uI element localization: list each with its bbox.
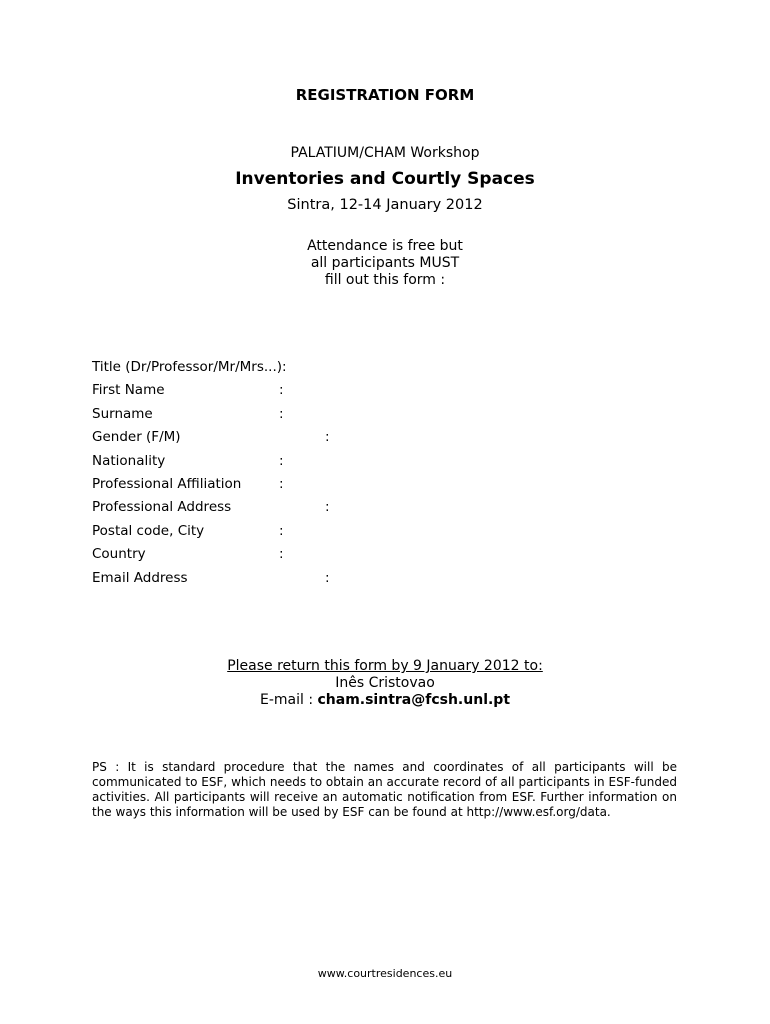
ps-note: PS : It is standard procedure that the names and coordinates of all participants will be communicated to ESF, which needs to obtain an accurate record of all participants in ESF-funded activities. All participants will receive an automatic notification from ESF. Further information on the ways this information will be used by ESF can be found at http://www.esf.org/data. [92, 760, 677, 819]
attendance-line-3: fill out this form : [324, 272, 446, 288]
field-gender [92, 428, 492, 451]
contact-email: cham.sintra@fcsh.unl.pt [317, 692, 511, 708]
field-separator: : [325, 499, 330, 516]
workshop-name: PALATIUM/CHAM Workshop [290, 145, 480, 161]
attendance-line-1: Attendance is free but [307, 238, 463, 254]
contact-name: Inês Cristovao [335, 675, 435, 691]
form-title: REGISTRATION FORM [295, 86, 475, 104]
contact-email-line [0, 692, 770, 709]
registration-fields [92, 358, 492, 592]
field-professional-address [92, 498, 492, 521]
field-separator: : [279, 522, 284, 539]
field-label: Country [92, 546, 146, 563]
field-label: Nationality [92, 452, 166, 469]
attendance-line-2: all participants MUST [310, 255, 460, 271]
field-label: Email Address [92, 569, 188, 586]
field-email-address [92, 569, 492, 592]
field-separator: : [279, 546, 284, 563]
field-label: Title (Dr/Professor/Mr/Mrs...): [92, 359, 287, 375]
field-separator: : [325, 569, 330, 586]
field-title [92, 358, 492, 381]
email-label: E-mail : [259, 692, 318, 708]
field-separator: : [279, 475, 284, 492]
field-label: Gender (F/M) [92, 429, 181, 446]
event-place-date: Sintra, 12-14 January 2012 [287, 197, 483, 213]
return-instructions [0, 658, 770, 709]
field-surname [92, 405, 492, 428]
field-separator: : [279, 452, 284, 469]
field-label: Surname [92, 405, 153, 422]
field-professional-affiliation [92, 475, 492, 498]
field-label: Professional Address [92, 499, 232, 516]
field-label: Professional Affiliation [92, 475, 242, 492]
attendance-note [0, 238, 770, 289]
field-postal-code-city [92, 522, 492, 545]
event-title: Inventories and Courtly Spaces [235, 169, 535, 189]
field-label: Postal code, City [92, 522, 205, 539]
field-nationality [92, 452, 492, 475]
field-label: First Name [92, 382, 165, 399]
return-deadline: Please return this form by 9 January 2012 to: [227, 658, 543, 674]
field-country [92, 545, 492, 568]
field-separator: : [325, 429, 330, 446]
field-first-name [92, 381, 492, 404]
field-separator: : [279, 405, 284, 422]
field-separator: : [279, 382, 284, 399]
footer-url: www.courtresidences.eu [317, 967, 453, 980]
